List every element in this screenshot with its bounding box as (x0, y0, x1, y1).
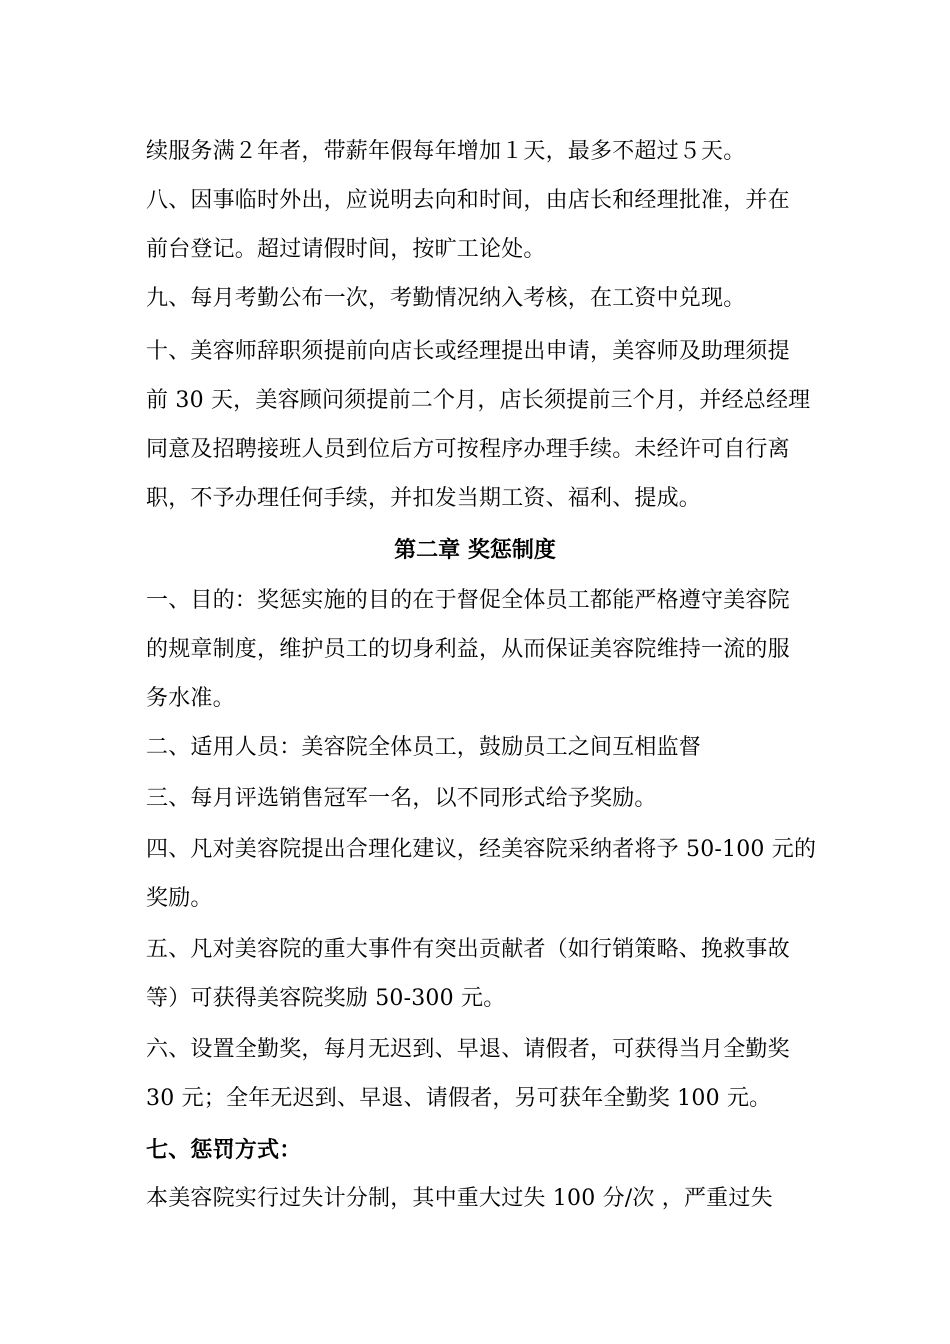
text-line: 六、设置全勤奖，每月无迟到、早退、请假者，可获得当月全勤奖 (146, 1037, 790, 1062)
text-line: 本美容院实行过失计分制，其中重大过失 100 分/次 ，严重过失 (146, 1186, 773, 1211)
text-line: 续服务满２年者，带薪年假每年增加１天，最多不超过５天。 (146, 139, 746, 164)
text-line: 务水准。 (146, 686, 235, 711)
text-line: 一、目的：奖惩实施的目的在于督促全体员工都能严格遵守美容院 (146, 588, 790, 613)
text-line: 九、每月考勤公布一次，考勤情况纳入考核，在工资中兑现。 (146, 286, 746, 311)
section-heading: 七、惩罚方式： (146, 1137, 302, 1163)
text-line: 前台登记。超过请假时间，按旷工论处。 (146, 237, 546, 262)
text-line: 二、适用人员：美容院全体员工，鼓励员工之间互相监督 (146, 735, 702, 760)
text-line: 五、凡对美容院的重大事件有突出贡献者（如行销策略、挽救事故 (146, 937, 790, 962)
text-line: 等）可获得美容院奖励 50-300 元。 (146, 986, 506, 1011)
text-line: 前 30 天，美容顾问须提前二个月，店长须提前三个月，并经总经理 (146, 388, 811, 413)
text-line: 职，不予办理任何手续，并扣发当期工资、福利、提成。 (146, 486, 702, 511)
text-line: 八、因事临时外出，应说明去向和时间，由店长和经理批准，并在 (146, 188, 790, 213)
chapter-heading: 第二章 奖惩制度 (394, 537, 556, 563)
text-line: 四、凡对美容院提出合理化建议，经美容院采纳者将予 50-100 元的 (146, 837, 817, 862)
text-line: 30 元；全年无迟到、早退、请假者，另可获年全勤奖 100 元。 (146, 1086, 772, 1111)
text-line: 奖励。 (146, 886, 213, 911)
text-line: 同意及招聘接班人员到位后方可按程序办理手续。未经许可自行离 (146, 437, 790, 462)
text-line: 十、美容师辞职须提前向店长或经理提出申请，美容师及助理须提 (146, 339, 790, 364)
text-line: 三、每月评选销售冠军一名，以不同形式给予奖励。 (146, 786, 657, 811)
text-line: 的规章制度，维护员工的切身利益，从而保证美容院维持一流的服 (146, 637, 790, 662)
